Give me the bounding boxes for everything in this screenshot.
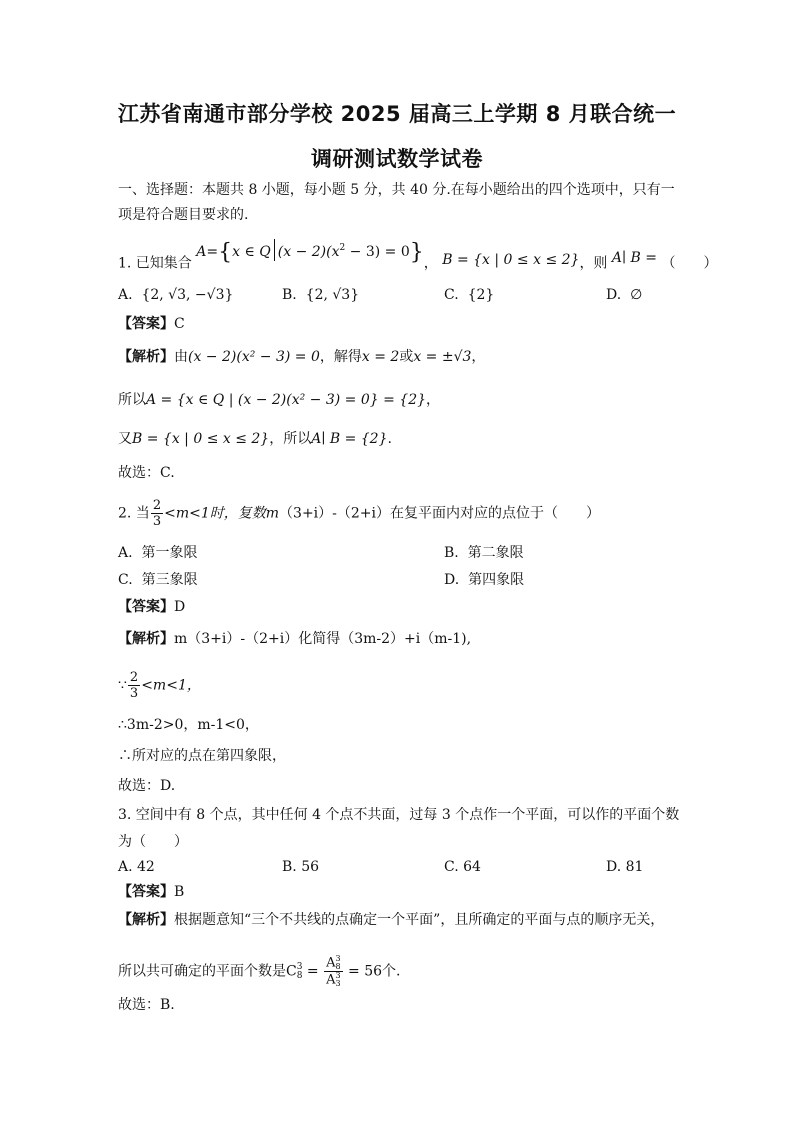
q1-answer: 【答案】C — [118, 316, 185, 332]
q2-fraction: $\frac{2}{3}$ — [152, 498, 162, 529]
q1-set-b: B = {x | 0 ≤ x ≤ 2} — [442, 251, 580, 268]
q1-set-a-eq: (x − 2)(x — [277, 243, 340, 260]
q1-set-a-label: A — [196, 243, 207, 260]
q3-answer: 【答案】B — [118, 884, 185, 900]
q2-conclusion: 故选：D. — [118, 778, 176, 794]
q2-analysis-2: ∵ $\frac{2}{3}$ <m<1， — [118, 670, 201, 701]
q1-stem: 1. 已知集合 A={x ∈ Q $(x - 2)(x^2 - 3) = 0$}， B = {x | 0 ≤ x ≤ 2}，则 A∣ B = （ ） — [118, 239, 718, 272]
q1-analysis-2: 所以A = {x ∈ Q | (x − 2)(x² − 3) = 0} = {2}， — [118, 392, 441, 408]
q1-prefix: 1. 已知集合 — [118, 255, 192, 272]
q1-set-a-eq-tail: − 3) = 0 — [345, 243, 410, 260]
q3-option-b: B. 56 — [282, 859, 320, 875]
q1-option-a: A. {2, √3, −√3} — [118, 287, 234, 303]
q1-analysis-1: 【解析】由(x − 2)(x² − 3) = 0，解得x = 2或x = ±√3， — [118, 349, 486, 365]
q3-analysis-2: 所以共可确定的平面个数是C 3 8 = A 3 8 A 3 3 = 56个. — [118, 954, 401, 988]
q3-stem-2: 为（ ） — [118, 834, 188, 850]
q2-option-d: D. 第四象限 — [444, 572, 525, 588]
title-line-2: 调研测试数学试卷 — [311, 147, 483, 171]
q2-analysis-fraction: $\frac{2}{3}$ — [129, 670, 139, 701]
q1-set-a-cond: x ∈ Q — [232, 243, 271, 260]
title-line-1: 江苏省南通市部分学校 2025 届高三上学期 8 月联合统一 — [117, 102, 677, 126]
q3-stem-1: 3. 空间中有 8 个点，其中任何 4 个点不共面，过每 3 个点作一个平面，可以作的平面个数 — [118, 807, 680, 823]
q1-option-c: C. {2} — [444, 287, 495, 303]
q2-option-a: A. 第一象限 — [118, 545, 198, 561]
q1-then: ，则 — [579, 255, 608, 272]
q1-option-d: D. ∅ — [606, 287, 643, 303]
q3-analysis-1: 【解析】根据题意知“三个不共线的点确定一个平面”，且所确定的平面与点的顺序无关， — [118, 912, 665, 928]
q2-answer: 【答案】D — [118, 599, 186, 615]
q1-paren: （ ） — [661, 255, 718, 272]
q2-stem: 2. 当 $\frac{2}{3}$ <m<1时，复数m（3+i）-（2+i）在复平面内对应的点位于（ ） — [118, 498, 600, 529]
q2-option-b: B. 第二象限 — [444, 545, 524, 561]
q2-analysis-3: ∴3m-2>0，m-1<0， — [118, 717, 259, 733]
q3-option-c: C. 64 — [444, 859, 481, 875]
q1-analysis-3: 又B = {x | 0 ≤ x ≤ 2}，所以A∣ B = {2}. — [118, 431, 392, 447]
section-line-2: 项是符合题目要求的. — [118, 207, 249, 223]
q2-option-c: C. 第三象限 — [118, 572, 198, 588]
q1-expr: A∣ B = — [611, 249, 657, 266]
q2-analysis-1: 【解析】m（3+i）-（2+i）化简得（3m-2）+i（m-1), — [118, 631, 472, 647]
q1-option-b: B. {2, √3} — [282, 287, 360, 303]
q3-conclusion: 故选：B. — [118, 997, 175, 1013]
q2-analysis-4: ∴所对应的点在第四象限， — [118, 748, 286, 764]
q3-fraction: A 3 8 A 3 3 — [326, 954, 341, 988]
q3-option-a: A. 42 — [118, 859, 155, 875]
q3-option-d: D. 81 — [606, 859, 644, 875]
q1-conclusion: 故选：C. — [118, 465, 175, 481]
q1-comma: ， — [423, 255, 438, 272]
section-line-1: 一、选择题：本题共 8 小题，每小题 5 分，共 40 分.在每小题给出的四个选项中，只有一 — [118, 182, 675, 198]
